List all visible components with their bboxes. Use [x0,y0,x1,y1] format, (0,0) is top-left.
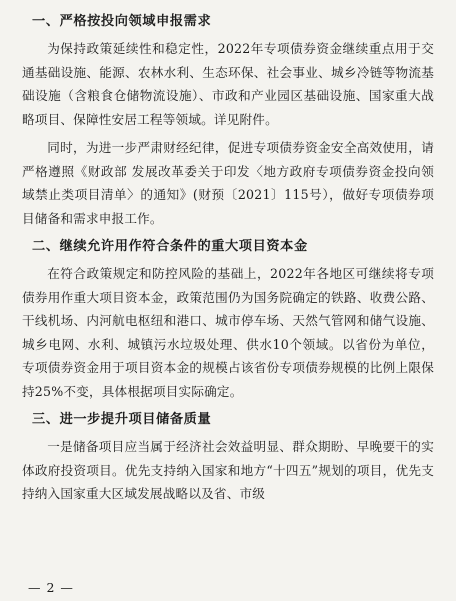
section-heading-2: 二、继续允许用作符合条件的重大项目资本金 [32,239,308,254]
section-3-paragraph-1: 一是储备项目应当属于经济社会效益明显、群众期盼、早晚要干的实体政府投资项目。优先支持纳入国家和地方“十四五”规划的项目，优先支持纳入国家重大区域发展战略以及省、市级 [22,439,434,501]
section-1-paragraph-2: 同时，为进一步严肃财经纪律，促进专项债券资金安全高效使用，请严格遵照《财政部 发展改革委关于印发〈地方政府专项债券资金投向领域禁止类项目清单〉的通知》(财预〔2021〕115号），做好专项债券项目储备和需求申报工作。 [22,140,434,226]
section-heading-3: 三、进一步提升项目储备质量 [32,412,212,427]
section-1-paragraph-1: 为保持政策延续性和稳定性，2022年专项债券资金继续重点用于交通基础设施、能源、农林水利、生态环保、社会事业、城乡冷链等物流基础设施（含粮食仓储物流设施）、市政和产业园区基础设施、国家重大战略项目、保障性安居工程等领域。详见附件。 [22,41,434,127]
section-heading-1: 一、严格按投向领域申报需求 [32,14,212,29]
page-number: — 2 — [28,580,74,595]
section-2-paragraph-1: 在符合政策规定和防控风险的基础上，2022年各地区可继续将专项债券用作重大项目资本金，政策范围仍为国务院确定的铁路、收费公路、干线机场、内河航电枢纽和港口、城市停车场、天然气管网和储气设施、城乡电网、水利、城镇污水垃圾处理、供水10个领域。以省份为单位，专项债券资金用于项目资本金的规模占该省份专项债券规模的比例上限保持25%不变，具体根据项目实际确定。 [22,266,434,399]
